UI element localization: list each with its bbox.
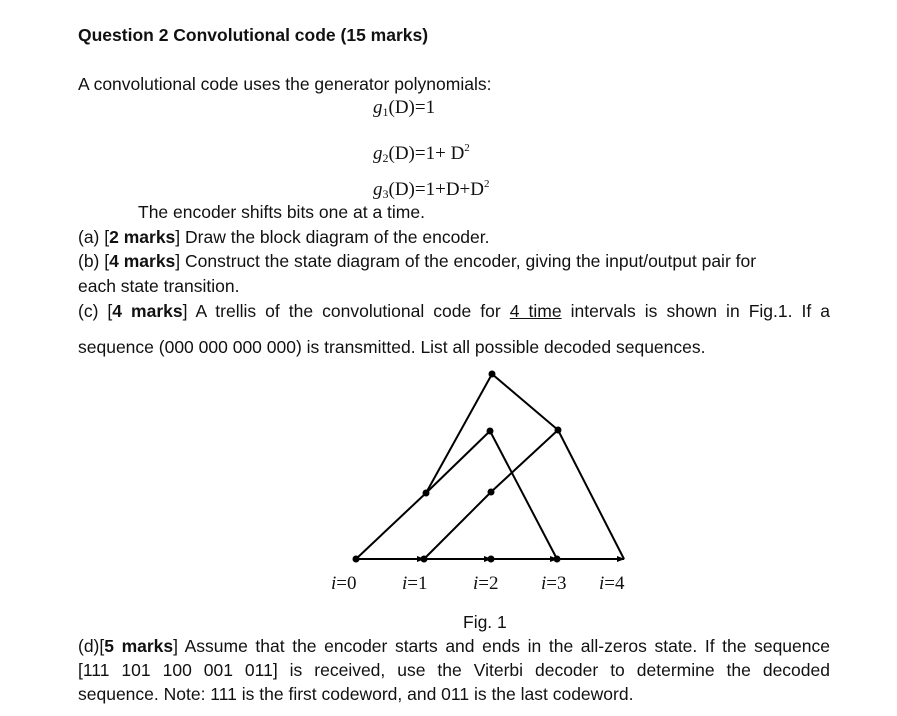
part-d-marks: 5 marks xyxy=(104,636,174,656)
poly-exp: 2 xyxy=(464,142,470,154)
part-d-line3: sequence. Note: 111 is the first codeword, and 011 is the last codeword. xyxy=(78,684,634,704)
trellis-node xyxy=(489,371,496,378)
part-c-text-b: intervals is shown in Fig.1. If a xyxy=(561,301,830,321)
intro-text: A convolutional code uses the generator polynomials: xyxy=(78,74,492,94)
trellis-node xyxy=(421,556,428,563)
trellis-branch xyxy=(491,430,558,492)
part-d-text: ] Assume that the encoder starts and ends in the all-zeros state. If the sequence xyxy=(173,636,830,656)
poly-fn: g xyxy=(373,97,383,118)
time-label-1 xyxy=(402,573,428,595)
time-var: i xyxy=(331,573,337,594)
trellis-branch xyxy=(490,431,557,559)
question-heading: Question 2 Convolutional code (15 marks) xyxy=(78,25,429,45)
part-c-text-a: ] A trellis of the convolutional code for xyxy=(182,301,510,321)
poly-fn: g xyxy=(373,179,383,200)
time-val: =3 xyxy=(546,573,567,594)
part-d-line1 xyxy=(78,635,830,657)
poly-index: 2 xyxy=(382,151,389,165)
time-val: =2 xyxy=(478,573,499,594)
trellis-node xyxy=(488,489,495,496)
time-label-0 xyxy=(331,573,357,595)
part-a-marks: 2 marks xyxy=(109,227,176,247)
time-label-3 xyxy=(541,573,567,595)
poly-exp: 2 xyxy=(483,178,490,190)
trellis-branch xyxy=(558,430,624,559)
poly-index: 1 xyxy=(382,105,389,119)
trellis-branch xyxy=(492,374,558,430)
part-c-line2: sequence (000 000 000 000) is transmitted. List all possible decoded sequences. xyxy=(78,337,706,357)
trellis-node xyxy=(353,556,360,563)
trellis-node xyxy=(488,556,495,563)
trellis-branch xyxy=(356,493,426,559)
trellis-branch xyxy=(426,374,492,493)
time-var: i xyxy=(599,573,605,594)
trellis-node xyxy=(487,428,494,435)
time-val: =0 xyxy=(336,573,357,594)
poly-rhs: =1 xyxy=(414,97,436,118)
part-c-marks: 4 marks xyxy=(112,301,183,321)
part-c-prefix: (c) [ xyxy=(78,301,113,321)
poly-arg: (D) xyxy=(388,143,415,164)
trellis-node xyxy=(423,490,430,497)
time-label-2 xyxy=(473,573,499,595)
part-a-prefix: (a) [ xyxy=(78,227,110,247)
time-var: i xyxy=(402,573,408,594)
part-d-prefix: (d)[ xyxy=(78,636,105,656)
trellis-node xyxy=(554,556,561,563)
part-b-line2: each state transition. xyxy=(78,276,240,296)
part-c-underlined: 4 time xyxy=(509,301,562,321)
poly-rhs: =1+D+D xyxy=(414,179,484,200)
poly-index: 3 xyxy=(382,187,389,201)
trellis-node xyxy=(555,427,562,434)
poly-rhs: =1+ D xyxy=(414,143,465,164)
figure-caption: Fig. 1 xyxy=(463,612,507,632)
poly-fn: g xyxy=(373,143,383,164)
time-label-4 xyxy=(599,573,625,595)
poly-arg: (D) xyxy=(388,97,415,118)
trellis-branch xyxy=(426,431,490,493)
part-b-marks: 4 marks xyxy=(109,251,176,271)
trellis-branch xyxy=(424,492,491,559)
part-a-text: ] Draw the block diagram of the encoder. xyxy=(175,227,490,247)
poly-arg: (D) xyxy=(388,179,415,200)
time-var: i xyxy=(473,573,479,594)
part-b-prefix: (b) [ xyxy=(78,251,110,271)
part-b-text: ] Construct the state diagram of the encoder, giving the input/output pair for xyxy=(175,251,757,271)
time-val: =4 xyxy=(604,573,625,594)
part-d-line2: [111 101 100 001 011] is received, use the Viterbi decoder to determine the decoded xyxy=(78,660,830,680)
shift-note: The encoder shifts bits one at a time. xyxy=(138,202,425,222)
time-var: i xyxy=(541,573,547,594)
time-val: =1 xyxy=(407,573,428,594)
